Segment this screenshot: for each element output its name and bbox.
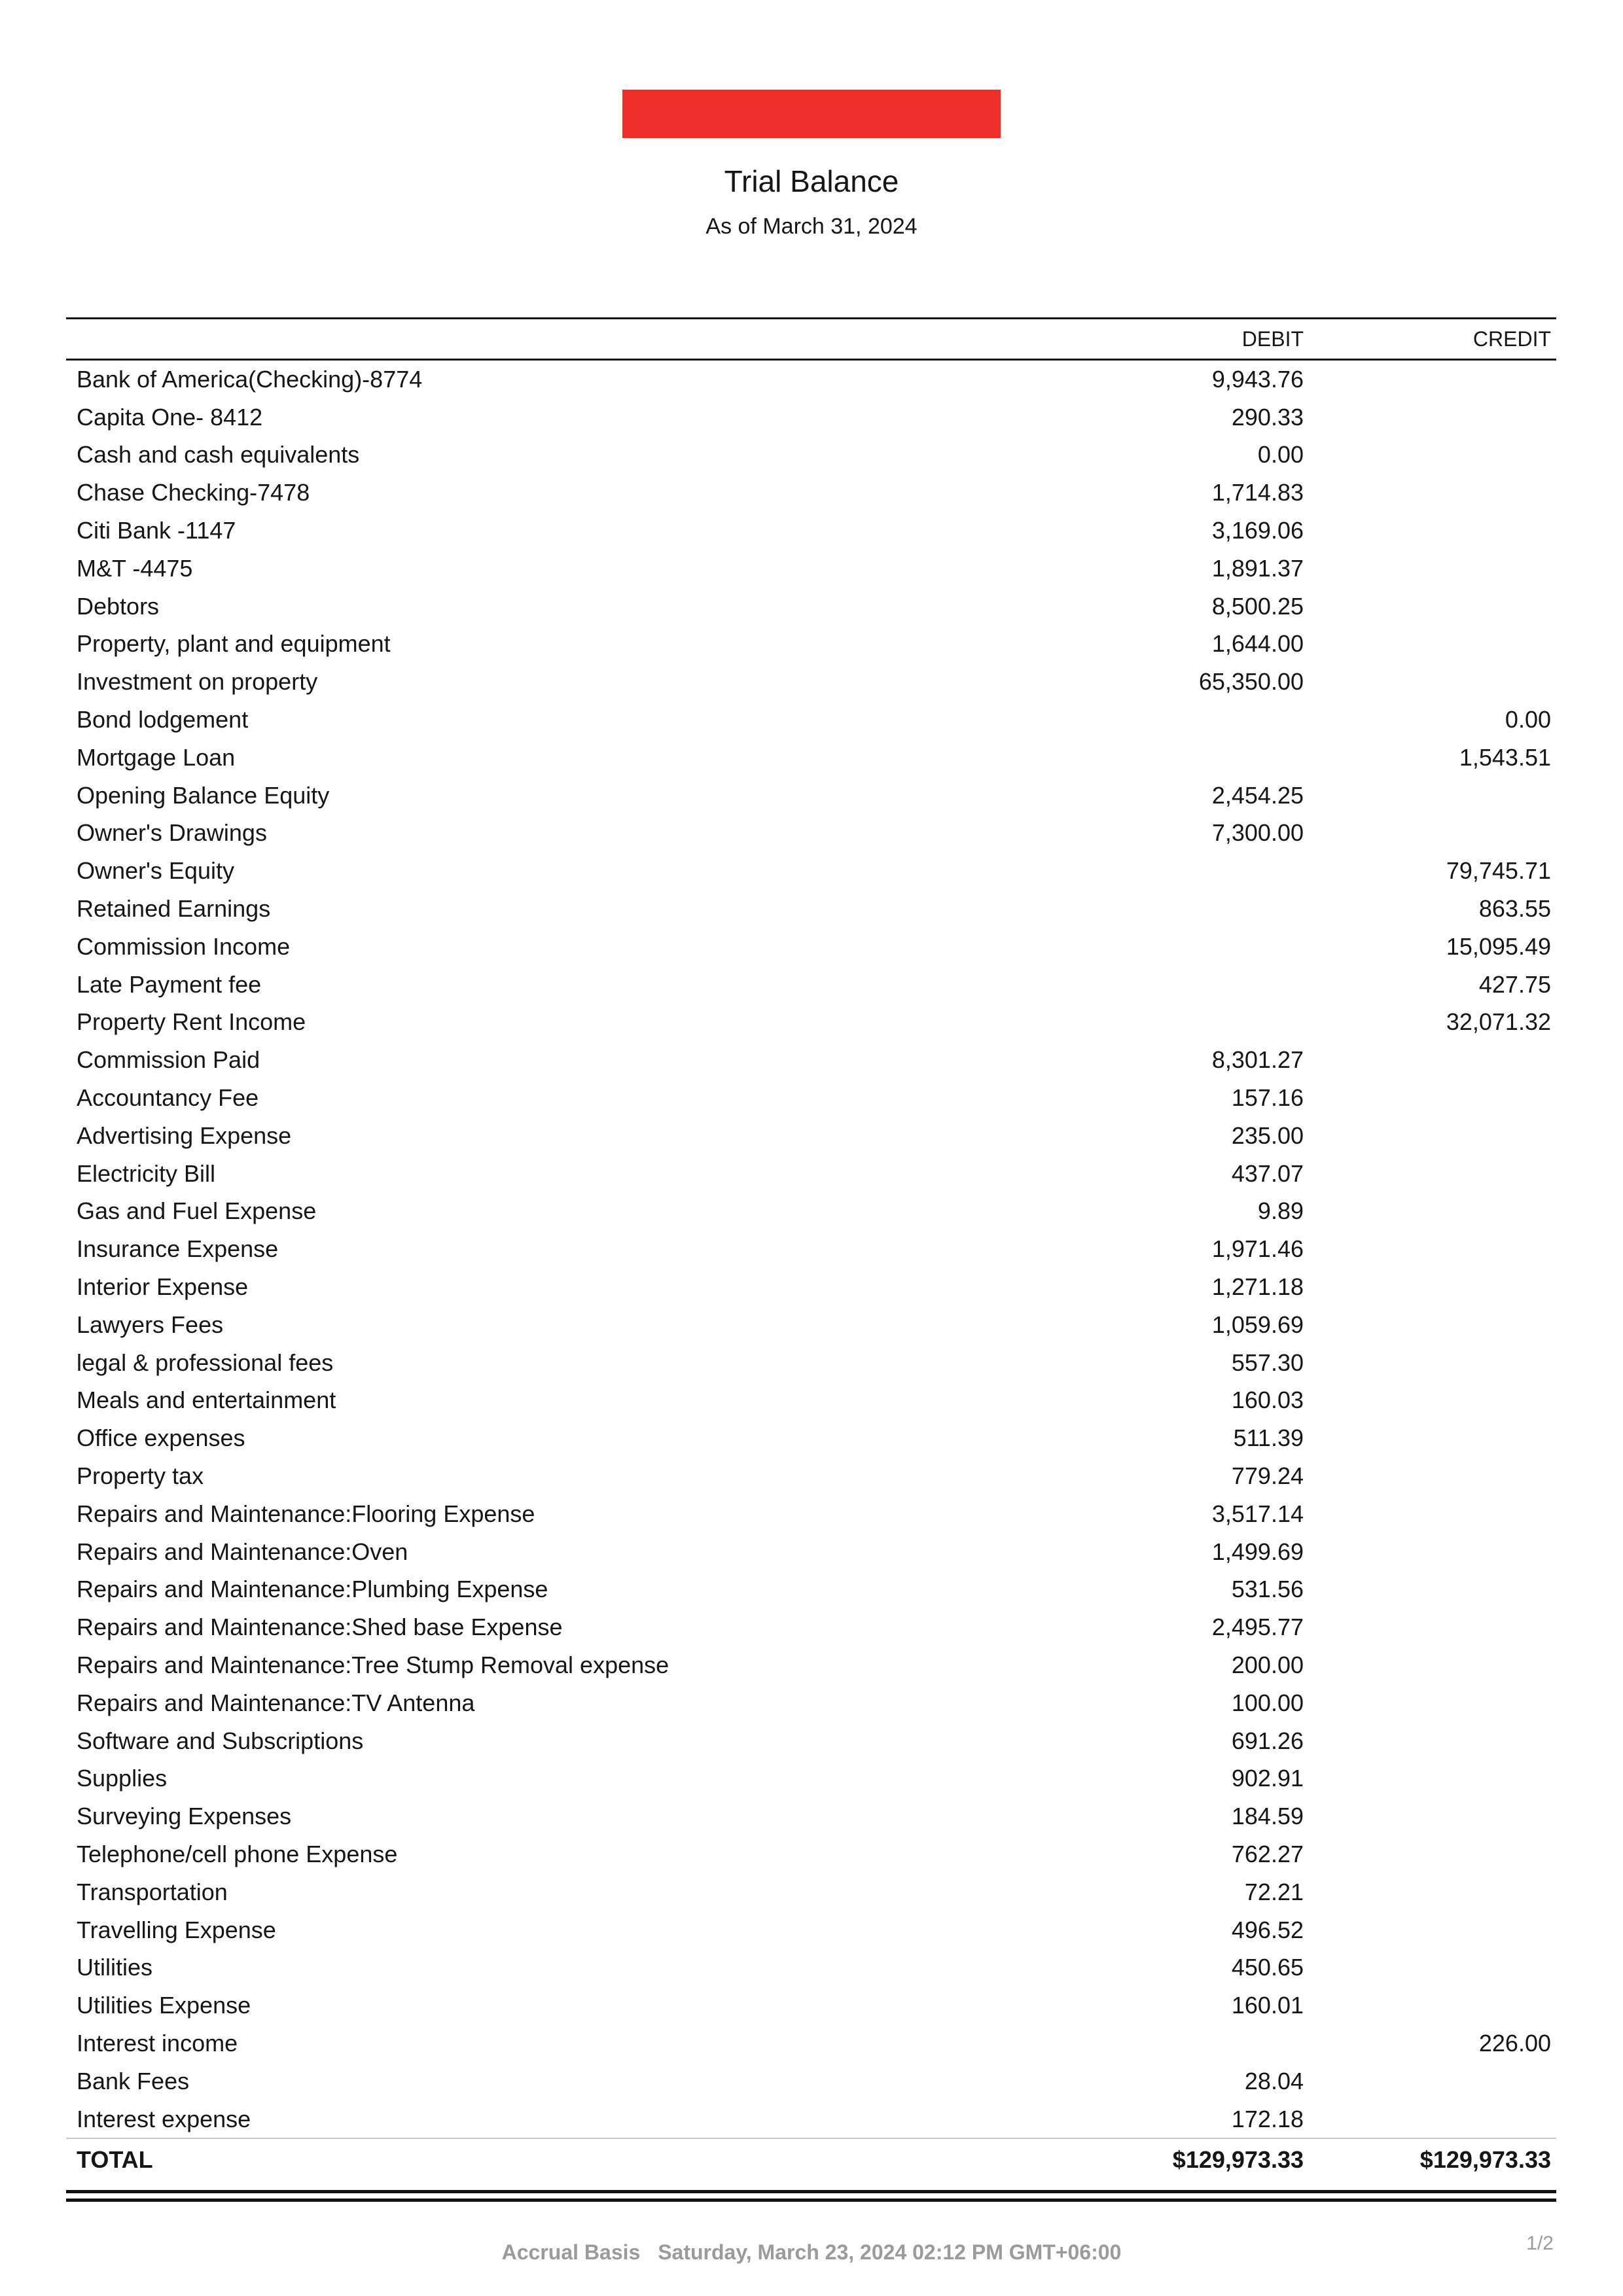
account-name: Investment on property (77, 668, 318, 696)
account-name: Utilities (77, 1954, 153, 1981)
table-row (66, 815, 1556, 853)
table-row (66, 1684, 1556, 1722)
debit-amount: 2,454.25 (1211, 781, 1304, 809)
page-number-indicator: 1/2 (1526, 2233, 1554, 2254)
debit-amount: 8,301.27 (1211, 1046, 1304, 1074)
account-name: Repairs and Maintenance:Flooring Expense (77, 1500, 535, 1527)
total-debit-amount: $129,973.33 (1172, 2146, 1304, 2174)
credit-amount: 32,071.32 (1446, 1008, 1551, 1036)
account-name: Surveying Expenses (77, 1803, 292, 1830)
account-name: Repairs and Maintenance:Oven (77, 1538, 408, 1565)
account-name: Office expenses (77, 1424, 245, 1452)
table-row (66, 739, 1556, 777)
debit-column-header: DEBIT (1241, 327, 1304, 351)
account-name: Transportation (77, 1878, 228, 1905)
account-name: Bank Fees (77, 2067, 190, 2094)
table-row (66, 588, 1556, 626)
debit-amount: 1,644.00 (1211, 630, 1304, 658)
table-row (66, 474, 1556, 512)
table-row (66, 1873, 1556, 1911)
account-name: Interest income (77, 2029, 238, 2057)
debit-amount: 1,499.69 (1211, 1538, 1304, 1565)
account-name: Repairs and Maintenance:Tree Stump Removal expense (77, 1651, 669, 1678)
debit-amount: 557.30 (1231, 1349, 1304, 1376)
account-name: Commission Paid (77, 1046, 260, 1074)
account-name: Property, plant and equipment (77, 630, 391, 658)
table-row (66, 852, 1556, 890)
total-row (66, 2139, 1556, 2181)
debit-amount: 65,350.00 (1198, 668, 1304, 696)
table-row (66, 701, 1556, 739)
account-name: Utilities Expense (77, 1992, 251, 2019)
table-row (66, 1419, 1556, 1457)
table-row (66, 2100, 1556, 2138)
table-row (66, 890, 1556, 928)
table-row (66, 966, 1556, 1004)
table-row (66, 1797, 1556, 1835)
debit-amount: 1,891.37 (1211, 554, 1304, 582)
account-name: Opening Balance Equity (77, 781, 330, 809)
debit-amount: 8,500.25 (1211, 592, 1304, 620)
report-timestamp: Saturday, March 23, 2024 02:12 PM GMT+06:00 (658, 2240, 1122, 2264)
debit-amount: 1,059.69 (1211, 1311, 1304, 1338)
debit-amount: 531.56 (1231, 1576, 1304, 1603)
table-body (66, 361, 1556, 2138)
debit-amount: 160.01 (1231, 1992, 1304, 2019)
table-row (66, 1722, 1556, 1760)
table-row (66, 1117, 1556, 1155)
table-row (66, 1306, 1556, 1344)
table-row (66, 1759, 1556, 1797)
debit-amount: 72.21 (1244, 1878, 1304, 1905)
account-name: Citi Bank -1147 (77, 517, 236, 544)
debit-amount: 172.18 (1231, 2105, 1304, 2132)
table-row (66, 361, 1556, 398)
account-name: Travelling Expense (77, 1916, 276, 1943)
account-name: Cash and cash equivalents (77, 441, 360, 468)
account-name: Gas and Fuel Expense (77, 1197, 317, 1225)
double-rule-gap (66, 2193, 1556, 2199)
account-name: Late Payment fee (77, 970, 262, 998)
accounting-basis-label: Accrual Basis (501, 2240, 641, 2264)
table-row (66, 1344, 1556, 1382)
double-rule-bottom-bar (66, 2199, 1556, 2202)
table-row (66, 1193, 1556, 1231)
debit-amount: 290.33 (1231, 403, 1304, 431)
account-name: Retained Earnings (77, 895, 271, 923)
table-row (66, 1382, 1556, 1420)
debit-amount: 0.00 (1257, 441, 1304, 468)
account-name: Bond lodgement (77, 706, 249, 733)
table-row (66, 1079, 1556, 1117)
table-row (66, 1155, 1556, 1193)
table-row (66, 1457, 1556, 1495)
account-name: M&T -4475 (77, 554, 193, 582)
table-row (66, 1041, 1556, 1079)
table-row (66, 398, 1556, 436)
credit-amount: 15,095.49 (1446, 932, 1551, 960)
account-name: Telephone/cell phone Expense (77, 1840, 398, 1867)
table-row (66, 777, 1556, 815)
table-row (66, 1571, 1556, 1609)
table-row (66, 2024, 1556, 2062)
table-row (66, 550, 1556, 588)
debit-amount: 1,971.46 (1211, 1235, 1304, 1263)
credit-amount: 226.00 (1478, 2029, 1551, 2057)
account-name: Interior Expense (77, 1273, 249, 1301)
account-name: Supplies (77, 1765, 168, 1792)
debit-amount: 235.00 (1231, 1122, 1304, 1149)
credit-amount: 79,745.71 (1446, 857, 1551, 885)
report-subtitle: As of March 31, 2024 (705, 214, 918, 239)
debit-amount: 902.91 (1231, 1765, 1304, 1792)
credit-amount: 427.75 (1478, 970, 1551, 998)
account-name: Meals and entertainment (77, 1386, 336, 1414)
debit-amount: 7,300.00 (1211, 819, 1304, 847)
table-row (66, 1230, 1556, 1268)
account-name: Repairs and Maintenance:TV Antenna (77, 1689, 475, 1716)
debit-amount: 450.65 (1231, 1954, 1304, 1981)
account-name: Mortgage Loan (77, 743, 236, 771)
debit-amount: 1,271.18 (1211, 1273, 1304, 1301)
debit-amount: 691.26 (1231, 1727, 1304, 1754)
table-row (66, 1495, 1556, 1533)
debit-amount: 511.39 (1233, 1424, 1304, 1452)
table-row (66, 512, 1556, 550)
total-credit-amount: $129,973.33 (1419, 2146, 1551, 2174)
account-name: Repairs and Maintenance:Shed base Expense (77, 1614, 563, 1641)
total-label: TOTAL (77, 2146, 153, 2174)
debit-amount: 1,714.83 (1211, 479, 1304, 506)
account-name: Owner's Drawings (77, 819, 267, 847)
debit-amount: 184.59 (1231, 1803, 1304, 1830)
debit-amount: 496.52 (1231, 1916, 1304, 1943)
table-row (66, 1268, 1556, 1306)
credit-amount: 1,543.51 (1459, 743, 1551, 771)
debit-amount: 28.04 (1244, 2067, 1304, 2094)
account-name: Commission Income (77, 932, 291, 960)
account-name: legal & professional fees (77, 1349, 334, 1376)
table-row (66, 928, 1556, 966)
debit-amount: 9.89 (1257, 1197, 1304, 1225)
table-row (66, 1533, 1556, 1571)
account-name: Interest expense (77, 2105, 251, 2132)
report-footer (0, 2240, 1623, 2265)
account-name: Bank of America(Checking)-8774 (77, 365, 423, 393)
account-name: Capita One- 8412 (77, 403, 263, 431)
credit-column-header: CREDIT (1472, 327, 1551, 351)
table-row (66, 1949, 1556, 1987)
table-row (66, 1004, 1556, 1042)
account-name: Lawyers Fees (77, 1311, 224, 1338)
account-name: Software and Subscriptions (77, 1727, 364, 1754)
debit-amount: 437.07 (1231, 1159, 1304, 1187)
debit-amount: 2,495.77 (1211, 1614, 1304, 1641)
account-name: Advertising Expense (77, 1122, 292, 1149)
account-name: Owner's Equity (77, 857, 234, 885)
debit-amount: 100.00 (1231, 1689, 1304, 1716)
table-row (66, 1646, 1556, 1684)
report-title: Trial Balance (724, 164, 899, 198)
debit-amount: 200.00 (1231, 1651, 1304, 1678)
table-row (66, 1911, 1556, 1949)
account-name: Property Rent Income (77, 1008, 306, 1036)
debit-amount: 779.24 (1231, 1462, 1304, 1489)
table-header-row (66, 319, 1556, 359)
table-row (66, 626, 1556, 663)
debit-amount: 3,517.14 (1211, 1500, 1304, 1527)
account-name: Insurance Expense (77, 1235, 279, 1263)
account-name: Electricity Bill (77, 1159, 216, 1187)
table-row (66, 436, 1556, 474)
company-logo-bar (622, 90, 1001, 138)
debit-amount: 157.16 (1231, 1084, 1304, 1112)
account-name: Repairs and Maintenance:Plumbing Expense (77, 1576, 548, 1603)
table-row (66, 663, 1556, 701)
table-row (66, 1987, 1556, 2024)
account-name: Property tax (77, 1462, 204, 1489)
account-name: Accountancy Fee (77, 1084, 259, 1112)
account-name: Debtors (77, 592, 160, 620)
credit-amount: 863.55 (1478, 895, 1551, 923)
debit-amount: 3,169.06 (1211, 517, 1304, 544)
table-bottom-double-rule (66, 2190, 1556, 2202)
trial-balance-table (66, 317, 1556, 2202)
debit-amount: 762.27 (1231, 1840, 1304, 1867)
table-row (66, 1608, 1556, 1646)
debit-amount: 9,943.76 (1211, 365, 1304, 393)
account-name: Chase Checking-7478 (77, 479, 310, 506)
credit-amount: 0.00 (1505, 706, 1551, 733)
table-row (66, 2062, 1556, 2100)
debit-amount: 160.03 (1231, 1386, 1304, 1414)
table-row (66, 1835, 1556, 1873)
